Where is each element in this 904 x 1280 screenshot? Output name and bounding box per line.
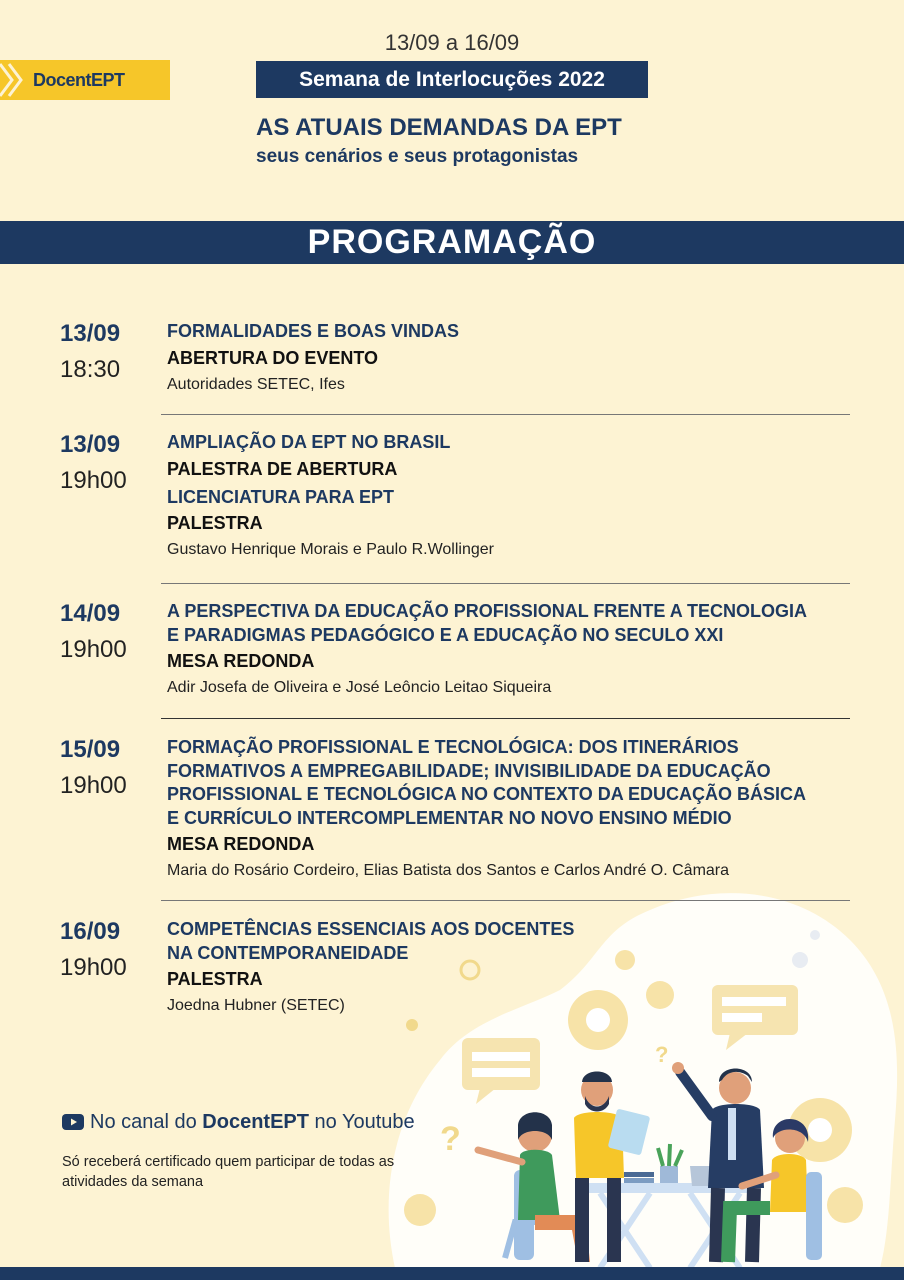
- item-kind: PALESTRA: [167, 969, 263, 989]
- divider: [161, 583, 850, 584]
- youtube-suffix: no Youtube: [308, 1111, 415, 1133]
- chevron-right-icon: [0, 60, 30, 100]
- event-theme: AS ATUAIS DEMANDAS DA EPT: [256, 114, 622, 141]
- item-title-line: E PARADIGMAS PEDAGÓGICO E A EDUCAÇÃO NO SECULO XXI: [167, 624, 724, 645]
- item-title-2: LICENCIATURA PARA EPT: [167, 486, 394, 507]
- item-title: AMPLIAÇÃO DA EPT NO BRASIL: [167, 432, 451, 452]
- divider: [161, 900, 850, 901]
- svg-text:?: ?: [440, 1120, 461, 1158]
- item-date: 16/09: [60, 918, 121, 945]
- program-banner: PROGRAMAÇÃO: [0, 221, 904, 264]
- item-time: 19h00: [60, 636, 127, 663]
- youtube-channel-name: DocentEPT: [202, 1111, 309, 1133]
- certificate-note: Só receberá certificado quem participar de todas as atividades da semana: [62, 1154, 395, 1190]
- item-kind-2: PALESTRA: [167, 513, 263, 533]
- item-date: 15/09: [60, 736, 121, 763]
- item-title-line: PROFISSIONAL E TECNOLÓGICA NO CONTEXTO DA EDUCAÇÃO BÁSICA: [167, 784, 807, 804]
- item-time: 19h00: [60, 772, 127, 799]
- docentept-logo: [0, 60, 170, 100]
- item-kind: PALESTRA DE ABERTURA: [167, 458, 398, 479]
- event-dates: 13/09 a 16/09: [384, 30, 520, 55]
- item-title-line: FORMATIVOS A EMPREGABILIDADE; INVISIBILIDADE DA EDUCAÇÃO: [167, 760, 771, 781]
- item-title: FORMALIDADES E BOAS VINDAS: [167, 321, 460, 341]
- item-speakers: Gustavo Henrique Morais e Paulo R.Wollinger: [167, 541, 494, 558]
- item-speakers: Joedna Hubner (SETEC): [167, 997, 345, 1014]
- youtube-prefix: No canal do: [90, 1111, 203, 1133]
- youtube-icon: [62, 1114, 84, 1130]
- speech-bubble-left: [462, 1038, 540, 1090]
- item-speakers: Autoridades SETEC, Ifes: [167, 375, 345, 393]
- divider: [161, 718, 850, 719]
- item-kind: MESA REDONDA: [167, 651, 315, 671]
- item-title-line: E CURRÍCULO INTERCOMPLEMENTAR NO NOVO ENSINO MÉDIO: [167, 807, 732, 828]
- item-time: 19h00: [60, 467, 127, 494]
- bottom-bar: [0, 1267, 904, 1280]
- item-title-line: COMPETÊNCIAS ESSENCIAIS AOS DOCENTES: [167, 919, 575, 939]
- item-date: 13/09: [60, 431, 121, 458]
- item-time: 18:30: [60, 356, 121, 383]
- item-title-line: NA CONTEMPORANEIDADE: [167, 942, 409, 963]
- item-title-line: A PERSPECTIVA DA EDUCAÇÃO PROFISSIONAL FRENTE A TECNOLOGIA: [167, 601, 808, 621]
- event-subtitle: seus cenários e seus protagonistas: [256, 146, 579, 167]
- item-kind: ABERTURA DO EVENTO: [167, 347, 379, 368]
- item-date: 14/09: [60, 600, 121, 627]
- item-title-line: FORMAÇÃO PROFISSIONAL E TECNOLÓGICA: DOS ITINERÁRIOS: [167, 737, 739, 757]
- event-title: Semana de Interlocuções 2022: [256, 61, 648, 98]
- item-time: 19h00: [60, 954, 127, 981]
- item-speakers: Adir Josefa de Oliveira e José Leôncio Leitao Siqueira: [167, 679, 552, 696]
- svg-text:?: ?: [655, 1042, 669, 1067]
- item-date: 13/09: [60, 320, 121, 347]
- item-kind: MESA REDONDA: [167, 834, 315, 854]
- logo-text: DocentEPT: [33, 70, 125, 90]
- divider: [161, 414, 850, 415]
- youtube-channel-link[interactable]: [62, 1111, 415, 1134]
- item-speakers: Maria do Rosário Cordeiro, Elias Batista dos Santos e Carlos André O. Câmara: [167, 862, 730, 879]
